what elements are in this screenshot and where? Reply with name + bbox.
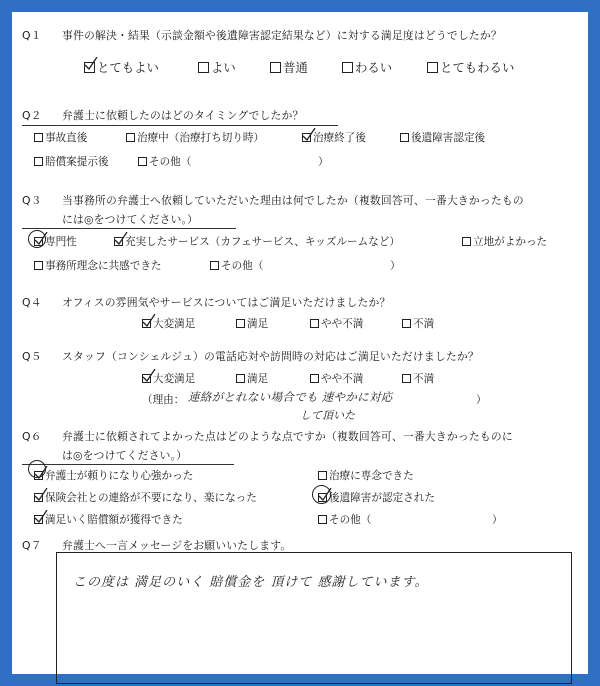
q4-option-very-satisfied[interactable]: 大変満足 bbox=[142, 316, 195, 331]
question-3-title bbox=[22, 193, 578, 208]
question-3-text-line2: には◎をつけてください。） bbox=[62, 213, 199, 226]
q3-option-services[interactable]: 充実したサービス（カフェサービス、キッズルームなど） bbox=[114, 234, 400, 249]
question-4 bbox=[22, 295, 578, 310]
q2-checkbox-after-offer[interactable] bbox=[34, 157, 43, 166]
q1-checkbox-very-good[interactable] bbox=[84, 62, 95, 73]
q1-option-good[interactable]: よい bbox=[198, 58, 236, 76]
q2-checkbox-after-disability-cert[interactable] bbox=[400, 133, 409, 142]
q3-option-other[interactable]: その他（ bbox=[210, 258, 263, 273]
q3-checkbox-expertise[interactable] bbox=[34, 237, 43, 246]
q4-checkbox-dissatisfied[interactable] bbox=[402, 319, 411, 328]
q2-underline bbox=[22, 125, 338, 126]
question-6-number: Q６ bbox=[22, 430, 42, 443]
question-3-text: 当事務所の弁護士へ依頼していただいた理由は何でしたか（複数回答可、一番大きかったもの bbox=[62, 194, 524, 207]
q3-checkbox-other[interactable] bbox=[210, 261, 219, 270]
q1-option-bad[interactable]: わるい bbox=[342, 58, 392, 76]
q2-checkbox-after-treatment[interactable] bbox=[302, 133, 311, 142]
question-2-number: Q２ bbox=[22, 109, 42, 122]
question-5-title bbox=[22, 349, 578, 364]
q5-checkbox-very-satisfied[interactable] bbox=[142, 374, 151, 383]
q2-checkbox-right-after-accident[interactable] bbox=[34, 133, 43, 142]
question-1 bbox=[22, 28, 578, 43]
question-6-text-line2: は◎をつけてください。） bbox=[62, 449, 188, 462]
question-6-title bbox=[22, 429, 578, 444]
q5-reason-handwriting-line2: して頂いた bbox=[300, 409, 355, 422]
message-handwriting: この度は 満足のいく 賠償金を 頂けて 感謝しています。 bbox=[73, 575, 429, 590]
q4-checkbox-satisfied[interactable] bbox=[236, 319, 245, 328]
q5-option-somewhat-dissatisfied[interactable]: やや不満 bbox=[310, 371, 363, 386]
q4-option-dissatisfied[interactable]: 不満 bbox=[402, 316, 434, 331]
q6-checkbox-reliable-lawyer[interactable] bbox=[34, 471, 43, 480]
question-5-number: Q５ bbox=[22, 350, 42, 363]
q6-option-disability-certified[interactable]: 後遺障害が認定された bbox=[318, 490, 435, 505]
q2-option-during-treatment[interactable]: 治療中（治療打ち切り時） bbox=[126, 130, 264, 145]
q1-option-very-good[interactable]: とてもよい bbox=[84, 58, 159, 76]
question-7-title bbox=[22, 538, 578, 553]
question-4-text: オフィスの雰囲気やサービスについてはご満足いただけましたか？ bbox=[62, 296, 391, 309]
q6-option-reliable-lawyer[interactable]: 弁護士が頼りになり心強かった bbox=[34, 468, 193, 483]
q3-checkbox-location[interactable] bbox=[462, 237, 471, 246]
question-2-title bbox=[22, 108, 578, 123]
q6-underline bbox=[22, 464, 234, 465]
q1-option-normal[interactable]: 普通 bbox=[270, 58, 308, 76]
question-1-title bbox=[22, 28, 578, 43]
q6-checkbox-other[interactable] bbox=[318, 515, 327, 524]
q6-checkbox-focus-treatment[interactable] bbox=[318, 471, 327, 480]
q2-option-after-disability-cert[interactable]: 後遺障害認定後 bbox=[400, 130, 485, 145]
q5-checkbox-dissatisfied[interactable] bbox=[402, 374, 411, 383]
q3-checkbox-philosophy[interactable] bbox=[34, 261, 43, 270]
q2-checkbox-during-treatment[interactable] bbox=[126, 133, 135, 142]
q2-other-close-paren: ） bbox=[318, 156, 329, 168]
question-3-number: Q３ bbox=[22, 194, 42, 207]
q3-other-close-paren: ） bbox=[390, 260, 401, 272]
q3-option-philosophy[interactable]: 事務所理念に共感できた bbox=[34, 258, 162, 273]
q4-option-satisfied[interactable]: 満足 bbox=[236, 316, 268, 331]
q5-checkbox-satisfied[interactable] bbox=[236, 374, 245, 383]
question-7-text: 弁護士へ一言メッセージをお願いいたします。 bbox=[62, 539, 292, 552]
q5-option-very-satisfied[interactable]: 大変満足 bbox=[142, 371, 195, 386]
q3-option-expertise[interactable]: 専門性 bbox=[34, 234, 77, 249]
question-1-text: 事件の解決・結果（示談金額や後遺障害認定結果など）に対する満足度はどうでしたか？ bbox=[62, 29, 502, 42]
q6-option-other[interactable]: その他（ bbox=[318, 512, 371, 527]
q3-checkbox-services[interactable] bbox=[114, 237, 123, 246]
q6-option-satisfying-compensation[interactable]: 満足いく賠償額が獲得できた bbox=[34, 512, 183, 527]
q6-checkbox-no-insurer-contact[interactable] bbox=[34, 493, 43, 502]
q2-option-after-offer[interactable]: 賠償案提示後 bbox=[34, 154, 109, 169]
question-4-title bbox=[22, 295, 578, 310]
q5-checkbox-somewhat-dissatisfied[interactable] bbox=[310, 374, 319, 383]
q3-option-location[interactable]: 立地がよかった bbox=[462, 234, 547, 249]
question-3 bbox=[22, 193, 578, 227]
q4-checkbox-somewhat-dissatisfied[interactable] bbox=[310, 319, 319, 328]
q6-option-focus-treatment[interactable]: 治療に専念できた bbox=[318, 468, 414, 483]
q5-option-dissatisfied[interactable]: 不満 bbox=[402, 371, 434, 386]
q2-option-other[interactable]: その他（ bbox=[138, 154, 191, 169]
question-6-text: 弁護士に依頼されてよかった点はどのような点ですか（複数回答可、一番大きかったものに bbox=[62, 430, 513, 443]
check-mark-icon bbox=[84, 57, 98, 71]
q5-option-satisfied[interactable]: 満足 bbox=[236, 371, 268, 386]
question-5-text: スタッフ（コンシェルジュ）の電話応対や訪問時の対応はご満足いただけましたか？ bbox=[62, 350, 479, 363]
question-2 bbox=[22, 108, 578, 123]
q2-option-after-treatment[interactable]: 治療終了後 bbox=[302, 130, 366, 145]
q2-checkbox-other[interactable] bbox=[138, 157, 147, 166]
q1-checkbox-bad[interactable] bbox=[342, 62, 353, 73]
message-box[interactable] bbox=[56, 552, 572, 684]
q6-checkbox-satisfying-compensation[interactable] bbox=[34, 515, 43, 524]
question-2-text: 弁護士に依頼したのはどのタイミングでしたか？ bbox=[62, 109, 304, 122]
q6-option-no-insurer-contact[interactable]: 保険会社との連絡が不要になり、楽になった bbox=[34, 490, 257, 505]
q1-checkbox-good[interactable] bbox=[198, 62, 209, 73]
q5-reason-label: （理由： bbox=[142, 394, 185, 406]
q4-option-somewhat-dissatisfied[interactable]: やや不満 bbox=[310, 316, 363, 331]
q4-checkbox-very-satisfied[interactable] bbox=[142, 319, 151, 328]
q5-reason-handwriting: 連絡がとれない場合でも 速やかに対応 bbox=[188, 390, 393, 404]
question-1-number: Q１ bbox=[22, 29, 42, 42]
survey-sheet bbox=[22, 18, 578, 668]
q6-checkbox-disability-certified[interactable] bbox=[318, 493, 327, 502]
question-5 bbox=[22, 349, 578, 364]
q6-other-close-paren: ） bbox=[492, 514, 503, 526]
q1-checkbox-very-bad[interactable] bbox=[427, 62, 438, 73]
q3-underline bbox=[22, 228, 236, 229]
question-4-number: Q４ bbox=[22, 296, 42, 309]
q5-reason-close-paren: ） bbox=[476, 394, 487, 406]
q1-checkbox-normal[interactable] bbox=[270, 62, 281, 73]
question-7-number: Q７ bbox=[22, 539, 42, 552]
q1-option-very-bad[interactable]: とてもわるい bbox=[427, 58, 514, 76]
q2-option-right-after-accident[interactable]: 事故直後 bbox=[34, 130, 87, 145]
question-6 bbox=[22, 429, 578, 463]
question-7 bbox=[22, 538, 578, 553]
